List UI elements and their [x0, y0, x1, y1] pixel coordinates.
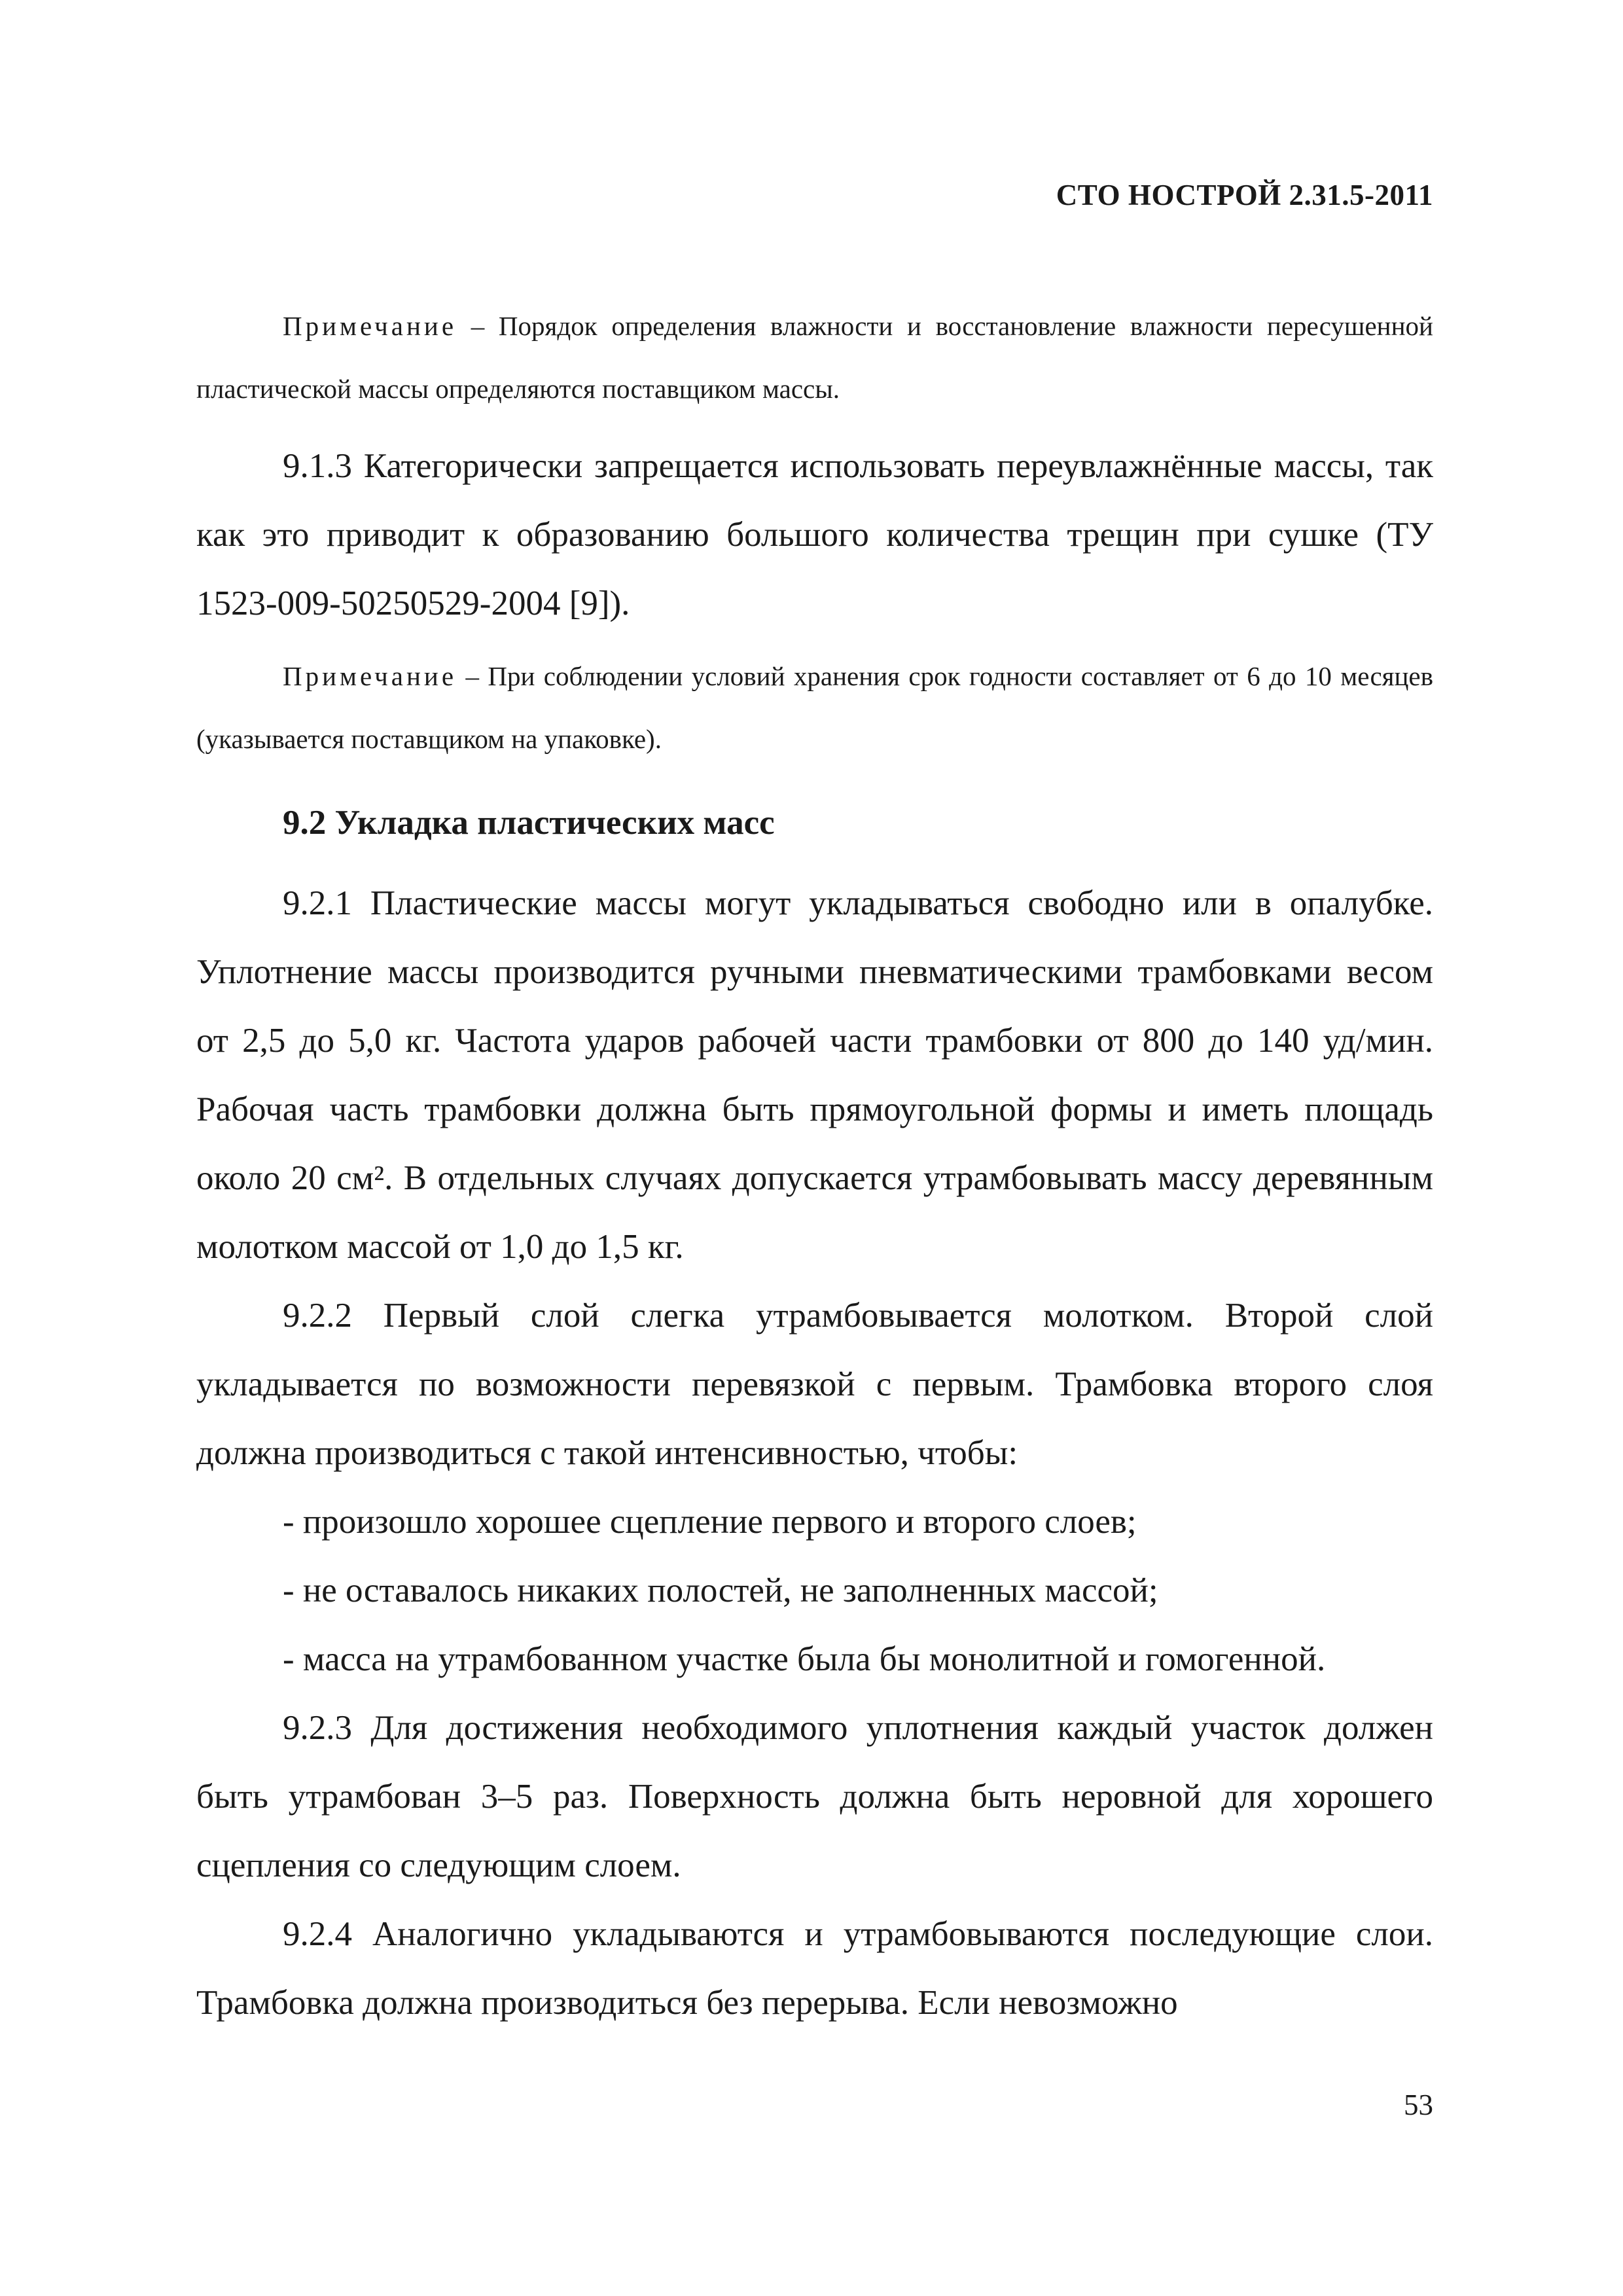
note-text: – Порядок определения влажности и восстановление влажности пересушенной пластической массы определяются поставщиком массы.: [196, 311, 1433, 404]
note-2: [196, 645, 1433, 770]
note-text: – При соблюдении условий хранения срок годности составляет от 6 до 10 месяцев (указывается поставщиком на упаковке).: [196, 661, 1433, 754]
note-1: [196, 295, 1433, 420]
list-item: - не оставалось никаких полостей, не заполненных массой;: [283, 1571, 1158, 1609]
section-heading: 9.2 Укладка пластических масс: [283, 804, 775, 842]
note-label: Примечание: [283, 311, 457, 341]
note-paragraph: [196, 645, 1433, 770]
paragraph-9-1-3-block: [196, 432, 1433, 638]
list-item: - произошло хорошее сцепление первого и второго слоев;: [283, 1503, 1137, 1541]
paragraph-9-2-1: 9.2.1 Пластические массы могут укладываться свободно или в опалубке. Уплотнение массы производится ручными пневматическими трамбовками весом от 2,5 до 5,0 кг. Частота ударов рабочей части трамбовки от 800 до 140 уд/мин. Рабочая часть трамбовки должна быть прямоугольной формы и иметь площадь около 20 см². В отдельных случаях допускается утрамбовывать массу деревянным молотком массой от 1,0 до 1,5 кг.: [196, 884, 1433, 1266]
paragraph-9-2-2: 9.2.2 Первый слой слегка утрамбовывается молотком. Второй слой укладывается по возможности перевязкой с первым. Трамбовка второго слоя должна производиться с такой интенсивностью, чтобы:: [196, 1297, 1433, 1472]
section-body: [196, 869, 1433, 2037]
list-item: - масса на утрамбованном участке была бы монолитной и гомогенной.: [283, 1640, 1326, 1678]
note-paragraph: [196, 295, 1433, 420]
page-number: 53: [1404, 2089, 1433, 2121]
paragraph-9-2-4: 9.2.4 Аналогично укладываются и утрамбовываются последующие слои. Трамбовка должна производиться без перерыва. Если невозможно: [196, 1915, 1433, 2022]
note-label: Примечание: [283, 661, 457, 691]
document-header: СТО НОСТРОЙ 2.31.5-2011: [1056, 179, 1433, 211]
paragraph-9-2-3: 9.2.3 Для достижения необходимого уплотнения каждый участок должен быть утрамбован 3–5 раз. Поверхность должна быть неровной для хорошего сцепления со следующим слоем.: [196, 1709, 1433, 1884]
paragraph-9-1-3: 9.1.3 Категорически запрещается использовать переувлажнённые массы, так как это приводит к образованию большого количества трещин при сушке (ТУ 1523-009-50250529-2004 [9]).: [196, 447, 1433, 622]
section-heading-block: [196, 789, 1433, 857]
